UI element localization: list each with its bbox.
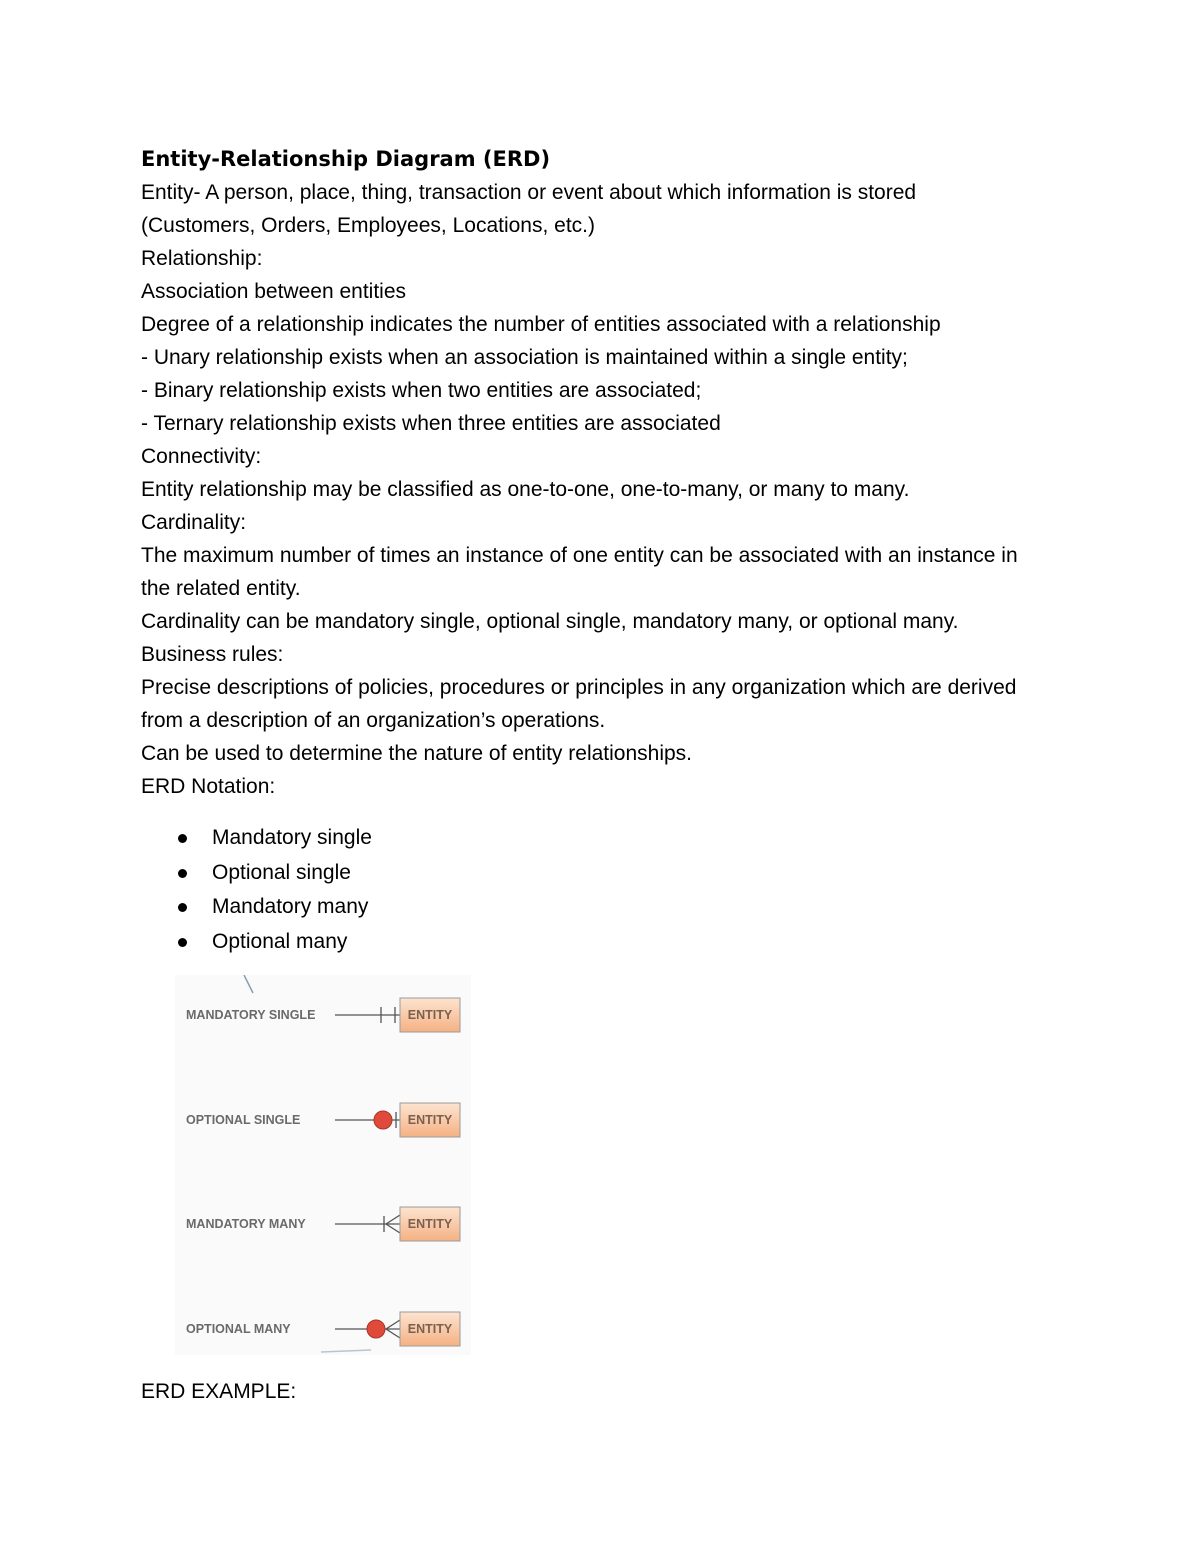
entity-label: ENTITY bbox=[407, 1322, 453, 1336]
text-line-unary: - Unary relationship exists when an association is maintained within a single entity; bbox=[141, 346, 908, 369]
document-title: Entity-Relationship Diagram (ERD) bbox=[141, 147, 551, 171]
list-item bbox=[141, 925, 1061, 960]
text-line-cardinality-kinds: Cardinality can be mandatory single, optional single, mandatory many, or optional many. bbox=[141, 610, 959, 633]
text-line-business-rules-cont: from a description of an organization’s operations. bbox=[141, 709, 606, 732]
text-line-association: Association between entities bbox=[141, 280, 406, 303]
notation-row-mandatory-many bbox=[186, 1207, 460, 1241]
erd-notation-diagram bbox=[175, 975, 471, 1355]
bullet-icon bbox=[178, 938, 187, 947]
entity-label: ENTITY bbox=[407, 1217, 453, 1231]
optional-circle-icon bbox=[367, 1320, 385, 1338]
notation-bullet-list bbox=[141, 821, 1061, 959]
notation-label: MANDATORY SINGLE bbox=[186, 1008, 316, 1022]
notation-row-optional-single bbox=[186, 1103, 460, 1137]
bullet-icon bbox=[178, 869, 187, 878]
notation-row-optional-many bbox=[186, 1312, 460, 1346]
bullet-icon bbox=[178, 903, 187, 912]
text-line-degree: Degree of a relationship indicates the number of entities associated with a relationship bbox=[141, 313, 941, 336]
list-item-label: Mandatory single bbox=[212, 826, 372, 849]
scan-artifact-mark bbox=[321, 1350, 371, 1352]
heading-business-rules: Business rules: bbox=[141, 643, 284, 666]
heading-erd-notation: ERD Notation: bbox=[141, 775, 276, 798]
text-line-cardinality-max-cont: the related entity. bbox=[141, 577, 301, 600]
heading-connectivity: Connectivity: bbox=[141, 445, 262, 468]
list-item bbox=[141, 890, 1061, 925]
text-line-ternary: - Ternary relationship exists when three entities are associated bbox=[141, 412, 721, 435]
heading-cardinality: Cardinality: bbox=[141, 511, 247, 534]
notation-label: OPTIONAL SINGLE bbox=[186, 1113, 301, 1127]
optional-circle-icon bbox=[374, 1111, 392, 1129]
text-line-connectivity: Entity relationship may be classified as one-to-one, one-to-many, or many to many. bbox=[141, 478, 910, 501]
list-item-label: Optional many bbox=[212, 929, 348, 953]
heading-erd-example: ERD EXAMPLE: bbox=[141, 1380, 297, 1403]
text-line-cardinality-max: The maximum number of times an instance of one entity can be associated with an instance in bbox=[141, 544, 1018, 567]
notation-row-mandatory-single bbox=[186, 998, 460, 1032]
text-line-business-rules: Precise descriptions of policies, procedures or principles in any organization which are derived bbox=[141, 676, 1017, 699]
text-line-entity-examples: (Customers, Orders, Employees, Locations, etc.) bbox=[141, 214, 595, 237]
list-item-label: Mandatory many bbox=[212, 895, 369, 918]
list-item bbox=[141, 856, 1061, 891]
list-item bbox=[141, 821, 1061, 856]
text-line-business-rules-use: Can be used to determine the nature of entity relationships. bbox=[141, 742, 693, 765]
text-line-entity-definition: Entity- A person, place, thing, transaction or event about which information is stored bbox=[141, 181, 917, 204]
text-line-binary: - Binary relationship exists when two entities are associated; bbox=[141, 379, 702, 402]
document-page bbox=[141, 142, 1061, 1408]
notation-label: OPTIONAL MANY bbox=[186, 1322, 291, 1336]
scan-artifact-mark bbox=[244, 975, 253, 993]
list-item-label: Optional single bbox=[212, 860, 351, 884]
notation-label: MANDATORY MANY bbox=[186, 1217, 306, 1231]
heading-relationship: Relationship: bbox=[141, 247, 263, 270]
entity-label: ENTITY bbox=[407, 1113, 453, 1127]
bullet-icon bbox=[178, 834, 187, 843]
erd-notation-figure bbox=[175, 975, 471, 1355]
document-body bbox=[141, 176, 1061, 803]
entity-label: ENTITY bbox=[407, 1008, 453, 1022]
